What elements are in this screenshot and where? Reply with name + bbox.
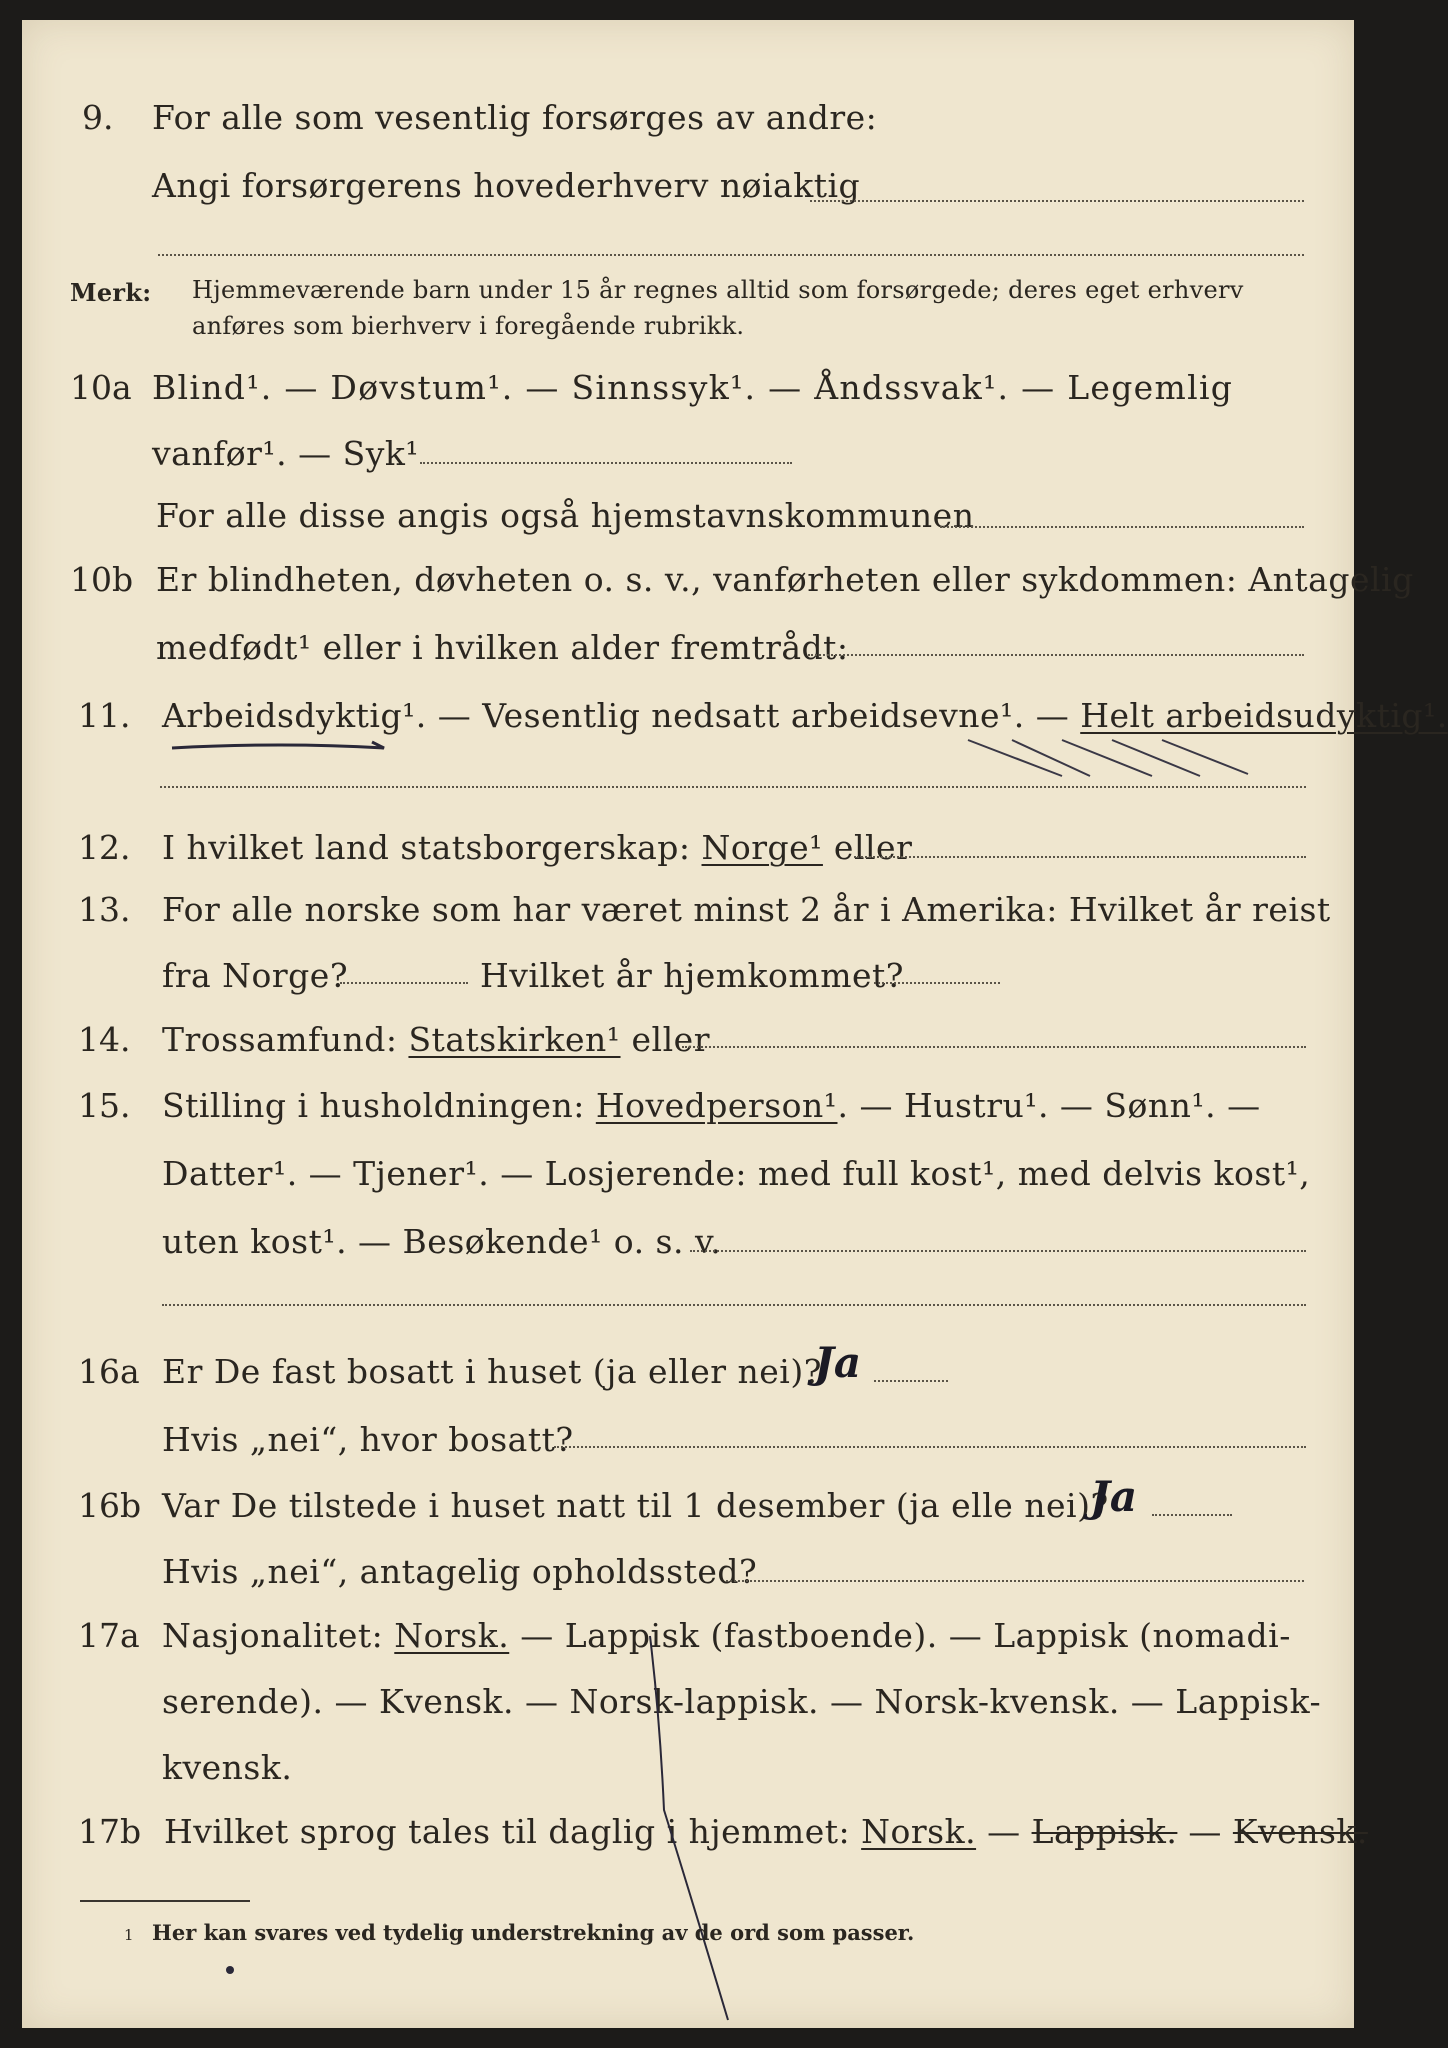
q17b-lappisk-struck: Lappisk.: [1031, 1812, 1178, 1851]
arbeidsdyktig-underline-mark: [172, 742, 384, 748]
q17a-line3: kvensk.: [162, 1748, 293, 1787]
footnote-text: Her kan svares ved tydelig understrekning av de ord som passer.: [152, 1920, 915, 1945]
q14-or: eller: [620, 1020, 710, 1059]
cross-out-scribble: [968, 740, 1248, 776]
q16b-number: 16b: [78, 1486, 142, 1525]
ink-dot: [226, 1966, 234, 1974]
census-form-page: [22, 20, 1448, 2028]
q16b-handwritten-answer: Ja: [1090, 1472, 1138, 1521]
q17b-kvensk-struck: Kvensk.: [1232, 1812, 1368, 1851]
q17a-answer-norsk: Norsk.: [394, 1616, 510, 1655]
q11-separator: — Vesentlig nedsatt arbeidsevne¹. —: [426, 696, 1081, 735]
q12-number: 12.: [78, 828, 131, 867]
q12-answer-norge: Norge¹: [701, 828, 823, 867]
q15-line2: Datter¹. — Tjener¹. — Losjerende: med full kost¹, med delvis kost¹,: [162, 1154, 1311, 1193]
q16b-line1: Var De tilstede i huset natt til 1 desember (ja elle nei)?: [162, 1486, 1109, 1525]
q12-or: eller: [822, 828, 913, 867]
q9-line2: Angi forsørgerens hovederhverv nøiaktig: [152, 166, 861, 205]
q9-line1: For alle som vesentlig forsørges av andre:: [152, 98, 878, 137]
q11-number: 11.: [78, 696, 131, 735]
q15-question: Stilling i husholdningen:: [162, 1086, 596, 1125]
q13-number: 13.: [78, 890, 131, 929]
footnote-rule: [80, 1900, 250, 1902]
q13-line2a: fra Norge?: [162, 956, 349, 995]
q17a-options: — Lappisk (fastboende). — Lappisk (nomadi-: [509, 1616, 1291, 1655]
q17a-number: 17a: [78, 1616, 140, 1655]
q15-answer-hovedperson: Hovedperson¹: [595, 1086, 838, 1125]
q10a-line3: For alle disse angis også hjemstavnskommunen: [156, 496, 975, 535]
q10a-line2: vanfør¹. — Syk¹: [152, 434, 420, 473]
q14-number: 14.: [78, 1020, 131, 1059]
q17b-answer-norsk: Norsk.: [861, 1812, 977, 1851]
q15-options: . — Hustru¹. — Sønn¹. —: [837, 1086, 1261, 1125]
q11-option-fit: Arbeidsdyktig¹.: [162, 696, 427, 735]
q16b-line2: Hvis „nei“, antagelig opholdssted?: [162, 1552, 758, 1591]
q11-option-unfit: Helt arbeidsudyktig¹.: [1080, 696, 1448, 735]
pen-marks: [22, 20, 1354, 2028]
q17b-sep2: —: [1177, 1812, 1233, 1851]
q13-line2b: Hvilket år hjemkommet?: [480, 956, 904, 995]
q17a-line2: serende). — Kvensk. — Norsk-lappisk. — Norsk-kvensk. — Lappisk-: [162, 1682, 1322, 1721]
q17b-sep1: —: [976, 1812, 1032, 1851]
q14-question: Trossamfund:: [162, 1020, 409, 1059]
footnote-mark: 1: [124, 1926, 134, 1944]
q10a-line1: Blind¹. — Døvstum¹. — Sinnssyk¹. — Åndssvak¹. — Legemlig: [152, 368, 1234, 407]
q17a-question: Nasjonalitet:: [162, 1616, 395, 1655]
q17b-question: Hvilket sprog tales til daglig i hjemmet:: [164, 1812, 862, 1851]
q15-line3: uten kost¹. — Besøkende¹ o. s. v.: [162, 1222, 722, 1261]
q12-question: I hvilket land statsborgerskap:: [162, 828, 702, 867]
q9-number: 9.: [82, 98, 114, 137]
q16a-handwritten-answer: Ja: [814, 1338, 862, 1387]
q10a-number: 10a: [70, 368, 132, 407]
stray-pen-line: [650, 1636, 728, 2020]
q17b-number: 17b: [78, 1812, 142, 1851]
merk-line1: Hjemmeværende barn under 15 år regnes alltid som forsørgede; deres eget erhverv: [192, 276, 1244, 304]
q14-answer-statskirken: Statskirken¹: [408, 1020, 621, 1059]
q10b-line1: Er blindheten, døvheten o. s. v., vanførheten eller sykdommen: Antagelig: [156, 560, 1414, 599]
merk-line2: anføres som bierhverv i foregående rubrikk.: [192, 312, 745, 340]
q16a-line1: Er De fast bosatt i huset (ja eller nei)?: [162, 1352, 822, 1391]
merk-label: Merk:: [70, 278, 152, 307]
q10b-number: 10b: [70, 560, 134, 599]
q16a-number: 16a: [78, 1352, 140, 1391]
q15-number: 15.: [78, 1086, 131, 1125]
q16a-line2: Hvis „nei“, hvor bosatt?: [162, 1420, 574, 1459]
q13-line1: For alle norske som har været minst 2 år i Amerika: Hvilket år reist: [162, 890, 1331, 929]
q10b-line2: medfødt¹ eller i hvilken alder fremtrådt:: [156, 628, 849, 667]
